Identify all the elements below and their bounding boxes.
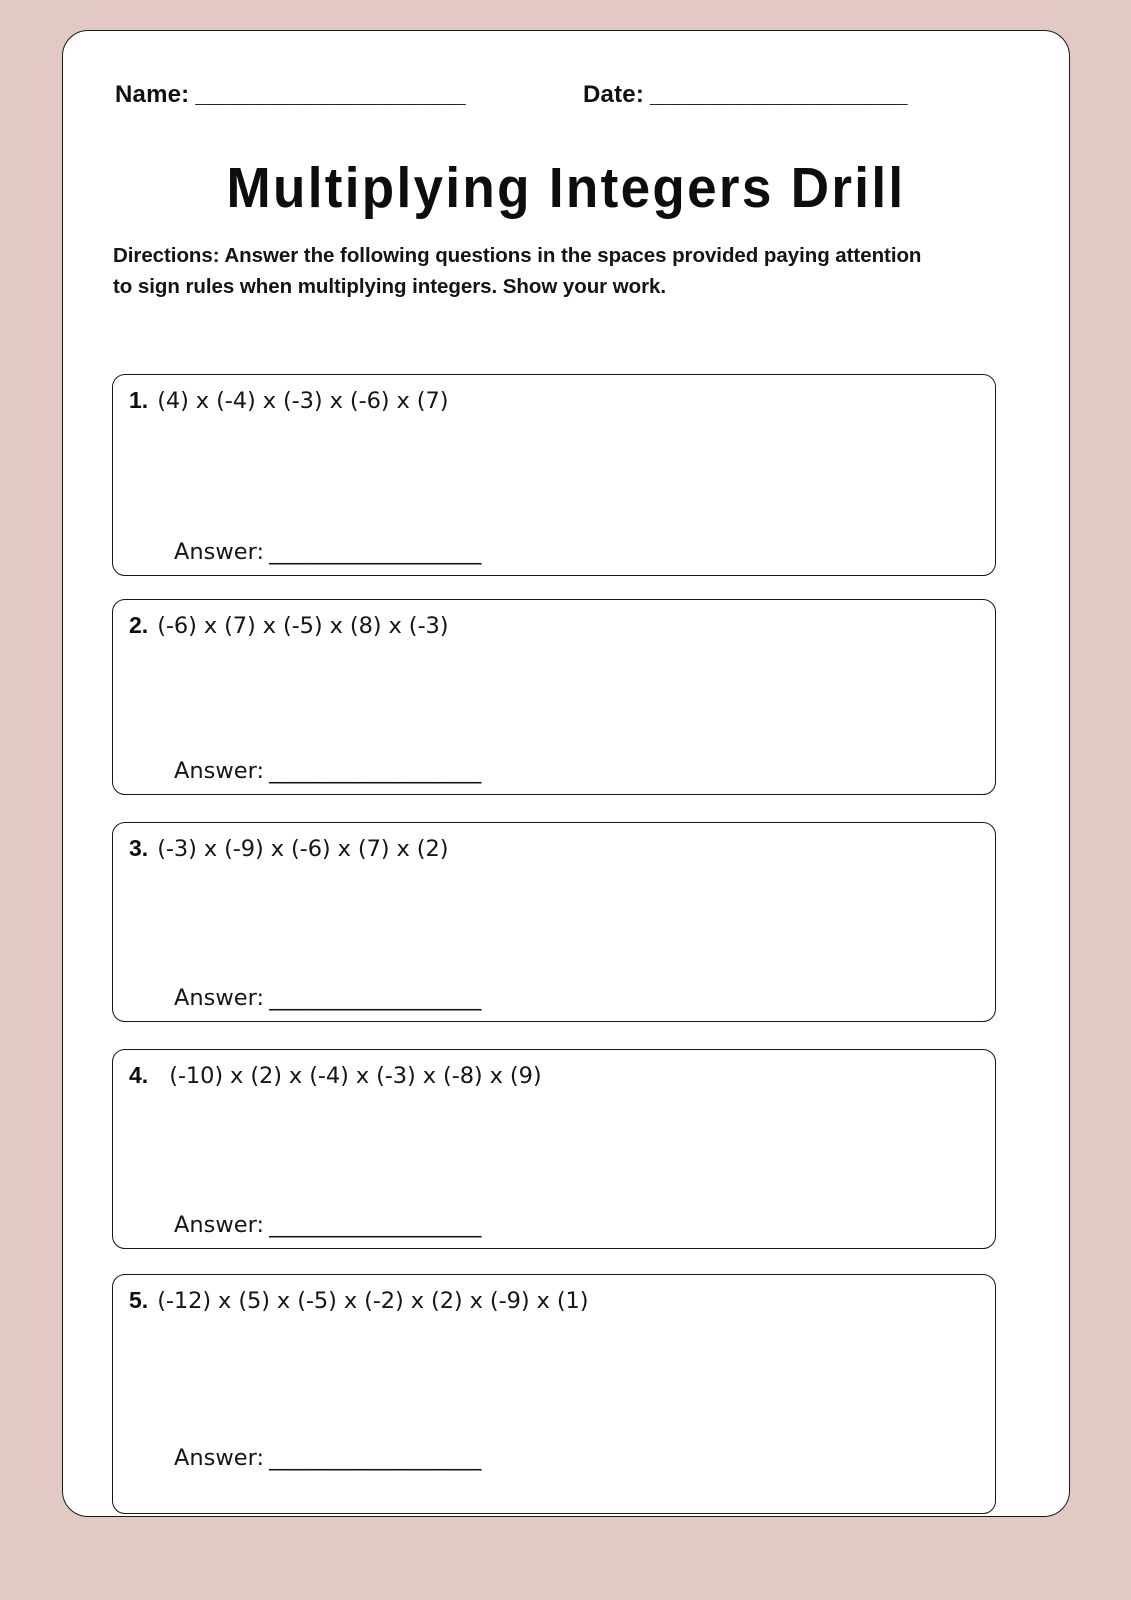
date-label: Date: <box>583 81 645 108</box>
answer-row[interactable] <box>174 539 480 565</box>
worksheet-page <box>62 30 1070 1517</box>
problem-statement <box>129 835 448 862</box>
problem-number: 4. <box>129 1062 149 1088</box>
answer-label: Answer: <box>174 539 265 565</box>
problem-expression: (-10) x (2) x (-4) x (-3) x (-8) x (9) <box>169 1063 542 1089</box>
problem-statement <box>129 1062 542 1089</box>
answer-write-line[interactable]: _____________________ <box>269 1212 481 1238</box>
page-title: Multiplying Integers Drill <box>226 156 906 220</box>
answer-row[interactable] <box>174 1212 480 1238</box>
name-write-line[interactable]: _____________________ <box>195 81 466 108</box>
problem-statement <box>129 387 448 414</box>
answer-write-line[interactable]: _____________________ <box>269 985 481 1011</box>
date-field[interactable] <box>583 81 907 109</box>
name-label: Name: <box>115 81 190 108</box>
problem-box[interactable] <box>112 822 996 1022</box>
problem-expression: (-6) x (7) x (-5) x (8) x (-3) <box>157 613 449 639</box>
answer-label: Answer: <box>174 985 265 1011</box>
problem-box[interactable] <box>112 599 996 795</box>
problem-box[interactable] <box>112 1274 996 1514</box>
problem-statement <box>129 612 448 639</box>
answer-label: Answer: <box>174 758 265 784</box>
answer-label: Answer: <box>174 1445 265 1471</box>
answer-row[interactable] <box>174 758 480 784</box>
problem-expression: (-12) x (5) x (-5) x (-2) x (2) x (-9) x (1) <box>157 1288 589 1314</box>
name-field[interactable] <box>115 81 465 109</box>
answer-write-line[interactable]: _____________________ <box>269 758 481 784</box>
problem-statement <box>129 1287 588 1314</box>
problem-box[interactable] <box>112 374 996 576</box>
problem-number: 2. <box>129 612 149 638</box>
problem-expression: (-3) x (-9) x (-6) x (7) x (2) <box>157 836 449 862</box>
answer-row[interactable] <box>174 985 480 1011</box>
answer-write-line[interactable]: _____________________ <box>269 539 481 565</box>
date-write-line[interactable]: ____________________ <box>650 81 907 108</box>
student-info-row <box>115 81 1020 119</box>
answer-label: Answer: <box>174 1212 265 1238</box>
problem-number: 3. <box>129 835 149 861</box>
answer-write-line[interactable]: _____________________ <box>269 1445 481 1471</box>
problem-number: 1. <box>129 387 149 413</box>
directions-text: Directions: Answer the following questions in the spaces provided paying attention to sign rules when multiplying integers. Show your work. <box>113 244 922 298</box>
problem-box[interactable] <box>112 1049 996 1249</box>
problem-number: 5. <box>129 1287 149 1313</box>
problem-expression: (4) x (-4) x (-3) x (-6) x (7) <box>157 388 449 414</box>
answer-row[interactable] <box>174 1445 480 1471</box>
